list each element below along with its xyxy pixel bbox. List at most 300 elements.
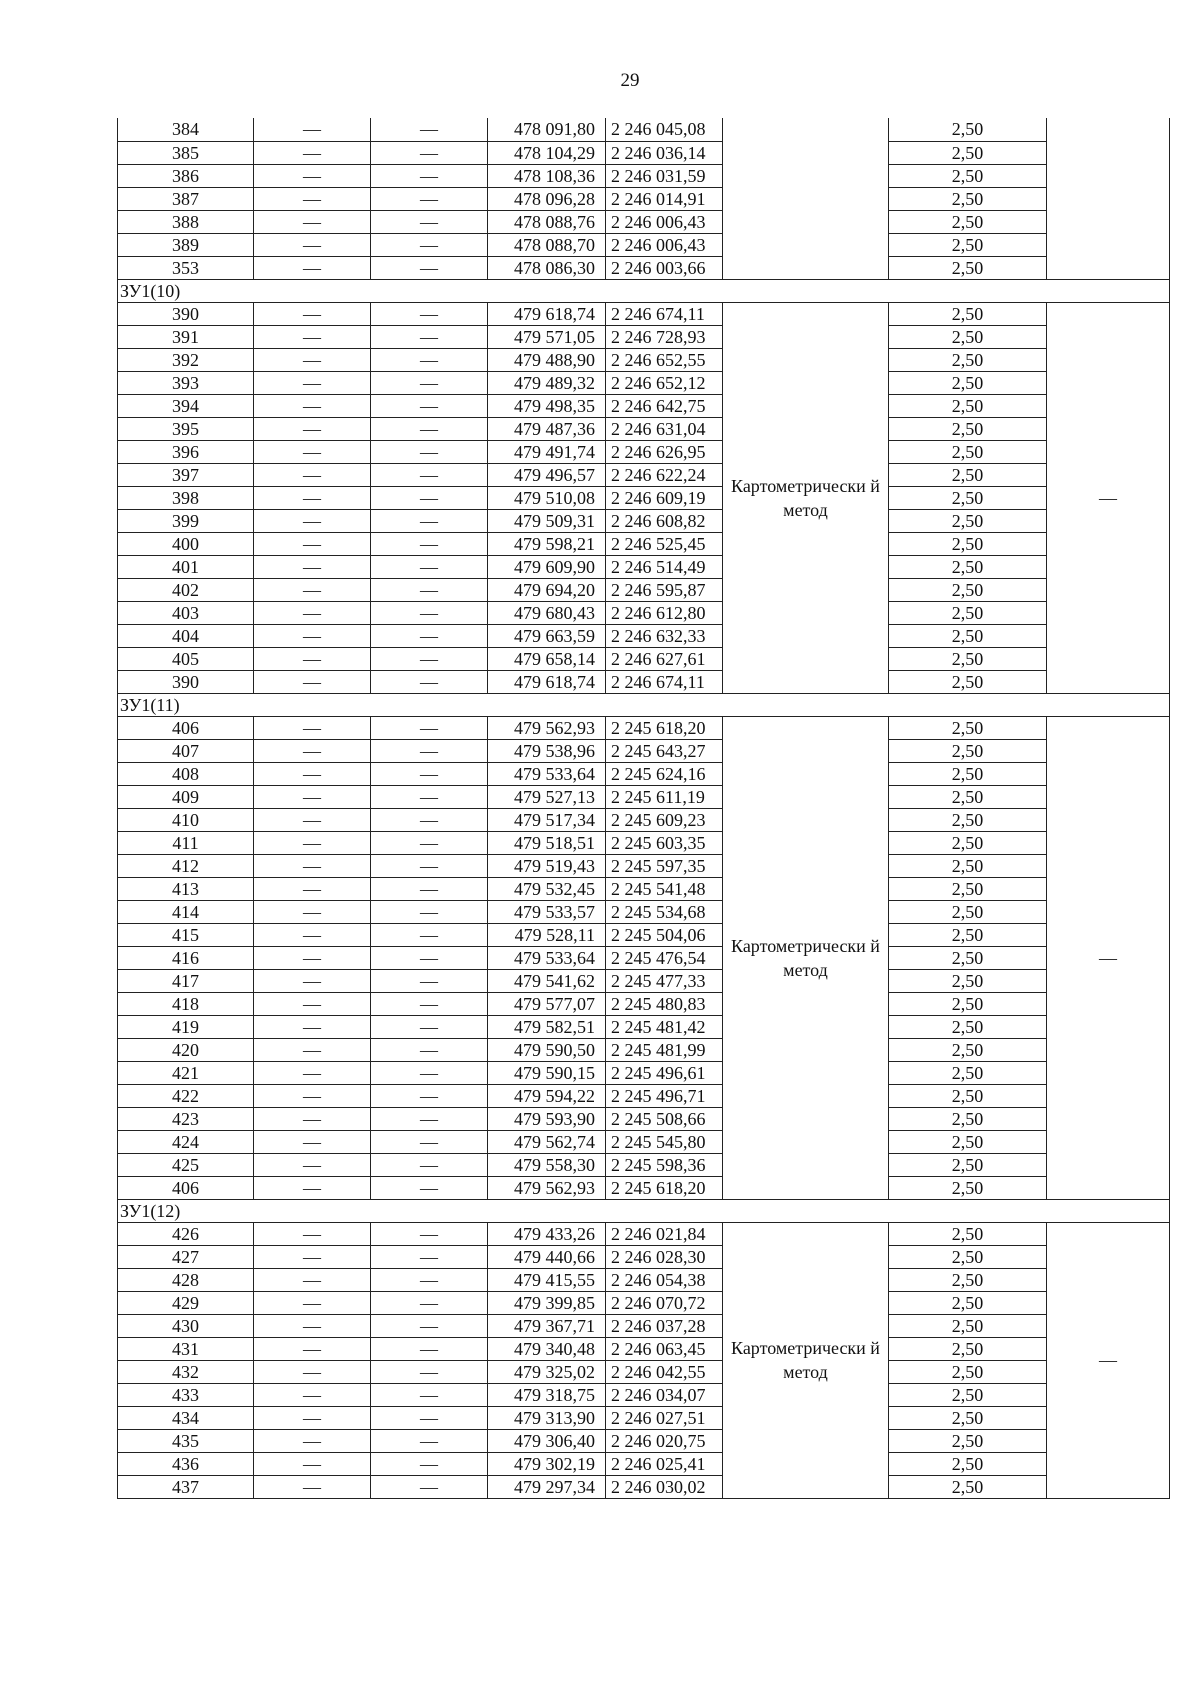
- point-number-cell: 436: [118, 1452, 254, 1475]
- point-number-cell: 417: [118, 969, 254, 992]
- table-row: [118, 1337, 1170, 1360]
- dash-cell: —: [371, 1429, 488, 1452]
- dash-cell: —: [371, 371, 488, 394]
- table-row: [118, 1291, 1170, 1314]
- dash-cell: —: [254, 1452, 371, 1475]
- table-row: [118, 1176, 1170, 1199]
- y-coordinate-cell: 2 246 034,07: [606, 1383, 723, 1406]
- table-row: [118, 647, 1170, 670]
- dash-cell: —: [371, 946, 488, 969]
- table-row: [118, 486, 1170, 509]
- point-number-cell: 425: [118, 1153, 254, 1176]
- dash-cell: —: [254, 877, 371, 900]
- dash-cell: —: [254, 624, 371, 647]
- dash-cell: —: [371, 1452, 488, 1475]
- y-coordinate-cell: 2 246 595,87: [606, 578, 723, 601]
- y-coordinate-cell: 2 245 618,20: [606, 716, 723, 739]
- dash-cell: —: [371, 118, 488, 141]
- y-coordinate-cell: 2 245 603,35: [606, 831, 723, 854]
- dash-cell: —: [254, 141, 371, 164]
- point-number-cell: 415: [118, 923, 254, 946]
- method-cell: [723, 118, 889, 279]
- point-number-cell: 407: [118, 739, 254, 762]
- x-coordinate-cell: 479 663,59: [488, 624, 606, 647]
- dash-cell: —: [254, 716, 371, 739]
- dash-cell: —: [254, 1038, 371, 1061]
- table-row: [118, 624, 1170, 647]
- dash-cell: —: [254, 325, 371, 348]
- table-row: [118, 1222, 1170, 1245]
- x-coordinate-cell: 478 096,28: [488, 187, 606, 210]
- table-row: [118, 1268, 1170, 1291]
- y-coordinate-cell: 2 245 504,06: [606, 923, 723, 946]
- accuracy-cell: 2,50: [889, 233, 1047, 256]
- accuracy-cell: 2,50: [889, 118, 1047, 141]
- accuracy-cell: 2,50: [889, 923, 1047, 946]
- dash-cell: —: [371, 1222, 488, 1245]
- y-coordinate-cell: 2 246 728,93: [606, 325, 723, 348]
- point-number-cell: 432: [118, 1360, 254, 1383]
- dash-cell: —: [371, 348, 488, 371]
- note-cell: —: [1047, 1222, 1170, 1498]
- table-row: [118, 394, 1170, 417]
- accuracy-cell: 2,50: [889, 1130, 1047, 1153]
- dash-cell: —: [371, 1383, 488, 1406]
- point-number-cell: 423: [118, 1107, 254, 1130]
- point-number-cell: 421: [118, 1061, 254, 1084]
- accuracy-cell: 2,50: [889, 1475, 1047, 1498]
- table-row: [118, 555, 1170, 578]
- accuracy-cell: 2,50: [889, 1061, 1047, 1084]
- table-row: [118, 969, 1170, 992]
- table-row: [118, 1015, 1170, 1038]
- accuracy-cell: 2,50: [889, 463, 1047, 486]
- accuracy-cell: 2,50: [889, 1429, 1047, 1452]
- dash-cell: —: [371, 187, 488, 210]
- dash-cell: —: [254, 601, 371, 624]
- y-coordinate-cell: 2 246 037,28: [606, 1314, 723, 1337]
- dash-cell: —: [254, 256, 371, 279]
- dash-cell: —: [254, 900, 371, 923]
- accuracy-cell: 2,50: [889, 1245, 1047, 1268]
- dash-cell: —: [371, 555, 488, 578]
- dash-cell: —: [371, 302, 488, 325]
- group-header-row: [118, 279, 1170, 302]
- note-cell: —: [1047, 302, 1170, 693]
- dash-cell: —: [371, 739, 488, 762]
- dash-cell: —: [371, 486, 488, 509]
- x-coordinate-cell: 479 415,55: [488, 1268, 606, 1291]
- dash-cell: —: [371, 808, 488, 831]
- point-number-cell: 389: [118, 233, 254, 256]
- y-coordinate-cell: 2 245 618,20: [606, 1176, 723, 1199]
- dash-cell: —: [371, 1360, 488, 1383]
- dash-cell: —: [254, 1291, 371, 1314]
- dash-cell: —: [254, 1222, 371, 1245]
- x-coordinate-cell: 478 086,30: [488, 256, 606, 279]
- table-row: [118, 1130, 1170, 1153]
- accuracy-cell: 2,50: [889, 210, 1047, 233]
- accuracy-cell: 2,50: [889, 371, 1047, 394]
- x-coordinate-cell: 479 528,11: [488, 923, 606, 946]
- accuracy-cell: 2,50: [889, 256, 1047, 279]
- dash-cell: —: [254, 1383, 371, 1406]
- table-row: [118, 1245, 1170, 1268]
- x-coordinate-cell: 479 533,64: [488, 946, 606, 969]
- dash-cell: —: [254, 164, 371, 187]
- accuracy-cell: 2,50: [889, 1038, 1047, 1061]
- dash-cell: —: [254, 118, 371, 141]
- dash-cell: —: [254, 417, 371, 440]
- point-number-cell: 406: [118, 1176, 254, 1199]
- dash-cell: —: [254, 1337, 371, 1360]
- y-coordinate-cell: 2 246 070,72: [606, 1291, 723, 1314]
- dash-cell: —: [371, 1406, 488, 1429]
- table-row: [118, 440, 1170, 463]
- table-row: [118, 1406, 1170, 1429]
- x-coordinate-cell: 479 399,85: [488, 1291, 606, 1314]
- accuracy-cell: 2,50: [889, 739, 1047, 762]
- dash-cell: —: [371, 647, 488, 670]
- dash-cell: —: [254, 1153, 371, 1176]
- point-number-cell: 353: [118, 256, 254, 279]
- dash-cell: —: [254, 1084, 371, 1107]
- x-coordinate-cell: 479 680,43: [488, 601, 606, 624]
- dash-cell: —: [371, 394, 488, 417]
- point-number-cell: 393: [118, 371, 254, 394]
- x-coordinate-cell: 479 538,96: [488, 739, 606, 762]
- dash-cell: —: [254, 187, 371, 210]
- point-number-cell: 424: [118, 1130, 254, 1153]
- x-coordinate-cell: 478 104,29: [488, 141, 606, 164]
- y-coordinate-cell: 2 246 652,55: [606, 348, 723, 371]
- table-row: [118, 348, 1170, 371]
- accuracy-cell: 2,50: [889, 1452, 1047, 1475]
- note-cell: [1047, 118, 1170, 279]
- table-row: [118, 1107, 1170, 1130]
- y-coordinate-cell: 2 246 031,59: [606, 164, 723, 187]
- table-row: [118, 1475, 1170, 1498]
- accuracy-cell: 2,50: [889, 1406, 1047, 1429]
- x-coordinate-cell: 479 694,20: [488, 578, 606, 601]
- dash-cell: —: [254, 1061, 371, 1084]
- dash-cell: —: [371, 1314, 488, 1337]
- dash-cell: —: [371, 141, 488, 164]
- x-coordinate-cell: 479 562,93: [488, 716, 606, 739]
- dash-cell: —: [371, 210, 488, 233]
- y-coordinate-cell: 2 246 021,84: [606, 1222, 723, 1245]
- accuracy-cell: 2,50: [889, 440, 1047, 463]
- y-coordinate-cell: 2 245 480,83: [606, 992, 723, 1015]
- point-number-cell: 429: [118, 1291, 254, 1314]
- dash-cell: —: [371, 762, 488, 785]
- table-row: [118, 1084, 1170, 1107]
- dash-cell: —: [371, 1038, 488, 1061]
- point-number-cell: 397: [118, 463, 254, 486]
- table-row: [118, 762, 1170, 785]
- table-row: [118, 371, 1170, 394]
- dash-cell: —: [254, 647, 371, 670]
- accuracy-cell: 2,50: [889, 670, 1047, 693]
- dash-cell: —: [371, 1268, 488, 1291]
- y-coordinate-cell: 2 245 534,68: [606, 900, 723, 923]
- dash-cell: —: [254, 854, 371, 877]
- accuracy-cell: 2,50: [889, 1360, 1047, 1383]
- x-coordinate-cell: 479 618,74: [488, 670, 606, 693]
- dash-cell: —: [254, 394, 371, 417]
- point-number-cell: 413: [118, 877, 254, 900]
- dash-cell: —: [254, 946, 371, 969]
- dash-cell: —: [371, 877, 488, 900]
- accuracy-cell: 2,50: [889, 808, 1047, 831]
- x-coordinate-cell: 479 340,48: [488, 1337, 606, 1360]
- point-number-cell: 391: [118, 325, 254, 348]
- y-coordinate-cell: 2 246 036,14: [606, 141, 723, 164]
- accuracy-cell: 2,50: [889, 1084, 1047, 1107]
- y-coordinate-cell: 2 246 622,24: [606, 463, 723, 486]
- x-coordinate-cell: 479 582,51: [488, 1015, 606, 1038]
- y-coordinate-cell: 2 246 020,75: [606, 1429, 723, 1452]
- accuracy-cell: 2,50: [889, 1107, 1047, 1130]
- y-coordinate-cell: 2 246 609,19: [606, 486, 723, 509]
- dash-cell: —: [254, 1406, 371, 1429]
- table-row: [118, 1452, 1170, 1475]
- dash-cell: —: [254, 463, 371, 486]
- table-row: [118, 233, 1170, 256]
- point-number-cell: 414: [118, 900, 254, 923]
- table-row: [118, 1061, 1170, 1084]
- accuracy-cell: 2,50: [889, 394, 1047, 417]
- table-row: [118, 1360, 1170, 1383]
- dash-cell: —: [254, 831, 371, 854]
- dash-cell: —: [371, 463, 488, 486]
- group-name-cell: ЗУ1(11): [118, 693, 1170, 716]
- accuracy-cell: 2,50: [889, 716, 1047, 739]
- accuracy-cell: 2,50: [889, 601, 1047, 624]
- point-number-cell: 410: [118, 808, 254, 831]
- accuracy-cell: 2,50: [889, 187, 1047, 210]
- dash-cell: —: [254, 486, 371, 509]
- dash-cell: —: [254, 1130, 371, 1153]
- accuracy-cell: 2,50: [889, 624, 1047, 647]
- x-coordinate-cell: 479 509,31: [488, 509, 606, 532]
- y-coordinate-cell: 2 246 525,45: [606, 532, 723, 555]
- dash-cell: —: [254, 785, 371, 808]
- x-coordinate-cell: 479 491,74: [488, 440, 606, 463]
- y-coordinate-cell: 2 246 642,75: [606, 394, 723, 417]
- accuracy-cell: 2,50: [889, 1337, 1047, 1360]
- point-number-cell: 402: [118, 578, 254, 601]
- point-number-cell: 411: [118, 831, 254, 854]
- x-coordinate-cell: 479 306,40: [488, 1429, 606, 1452]
- table-row: [118, 923, 1170, 946]
- dash-cell: —: [254, 1360, 371, 1383]
- x-coordinate-cell: 479 609,90: [488, 555, 606, 578]
- method-cell: Картометрически й метод: [723, 302, 889, 693]
- dash-cell: —: [254, 440, 371, 463]
- dash-cell: —: [254, 1015, 371, 1038]
- dash-cell: —: [254, 808, 371, 831]
- dash-cell: —: [371, 256, 488, 279]
- dash-cell: —: [371, 854, 488, 877]
- point-number-cell: 385: [118, 141, 254, 164]
- table-row: [118, 256, 1170, 279]
- x-coordinate-cell: 479 297,34: [488, 1475, 606, 1498]
- table-row: [118, 601, 1170, 624]
- accuracy-cell: 2,50: [889, 509, 1047, 532]
- accuracy-cell: 2,50: [889, 325, 1047, 348]
- x-coordinate-cell: 479 618,74: [488, 302, 606, 325]
- dash-cell: —: [371, 325, 488, 348]
- dash-cell: —: [254, 992, 371, 1015]
- accuracy-cell: 2,50: [889, 992, 1047, 1015]
- point-number-cell: 384: [118, 118, 254, 141]
- dash-cell: —: [371, 624, 488, 647]
- accuracy-cell: 2,50: [889, 486, 1047, 509]
- table-row: [118, 417, 1170, 440]
- accuracy-cell: 2,50: [889, 1015, 1047, 1038]
- point-number-cell: 427: [118, 1245, 254, 1268]
- table-row: [118, 900, 1170, 923]
- x-coordinate-cell: 479 367,71: [488, 1314, 606, 1337]
- point-number-cell: 400: [118, 532, 254, 555]
- point-number-cell: 419: [118, 1015, 254, 1038]
- y-coordinate-cell: 2 246 030,02: [606, 1475, 723, 1498]
- x-coordinate-cell: 479 510,08: [488, 486, 606, 509]
- dash-cell: —: [254, 555, 371, 578]
- table-row: [118, 1429, 1170, 1452]
- dash-cell: —: [371, 900, 488, 923]
- x-coordinate-cell: 479 590,50: [488, 1038, 606, 1061]
- x-coordinate-cell: 479 541,62: [488, 969, 606, 992]
- y-coordinate-cell: 2 246 626,95: [606, 440, 723, 463]
- accuracy-cell: 2,50: [889, 578, 1047, 601]
- dash-cell: —: [254, 1176, 371, 1199]
- x-coordinate-cell: 478 108,36: [488, 164, 606, 187]
- y-coordinate-cell: 2 245 598,36: [606, 1153, 723, 1176]
- accuracy-cell: 2,50: [889, 348, 1047, 371]
- y-coordinate-cell: 2 246 054,38: [606, 1268, 723, 1291]
- y-coordinate-cell: 2 245 643,27: [606, 739, 723, 762]
- point-number-cell: 388: [118, 210, 254, 233]
- group-header-row: [118, 693, 1170, 716]
- table-row: [118, 877, 1170, 900]
- accuracy-cell: 2,50: [889, 1176, 1047, 1199]
- dash-cell: —: [254, 509, 371, 532]
- point-number-cell: 433: [118, 1383, 254, 1406]
- dash-cell: —: [371, 969, 488, 992]
- x-coordinate-cell: 479 318,75: [488, 1383, 606, 1406]
- dash-cell: —: [371, 417, 488, 440]
- table-row: [118, 325, 1170, 348]
- coordinates-table-body: [118, 118, 1170, 1498]
- dash-cell: —: [254, 578, 371, 601]
- x-coordinate-cell: 479 562,93: [488, 1176, 606, 1199]
- note-cell: —: [1047, 716, 1170, 1199]
- dash-cell: —: [371, 532, 488, 555]
- point-number-cell: 405: [118, 647, 254, 670]
- x-coordinate-cell: 479 498,35: [488, 394, 606, 417]
- point-number-cell: 428: [118, 1268, 254, 1291]
- dash-cell: —: [254, 969, 371, 992]
- y-coordinate-cell: 2 246 042,55: [606, 1360, 723, 1383]
- method-cell: Картометрически й метод: [723, 716, 889, 1199]
- point-number-cell: 392: [118, 348, 254, 371]
- accuracy-cell: 2,50: [889, 532, 1047, 555]
- dash-cell: —: [254, 210, 371, 233]
- dash-cell: —: [371, 1130, 488, 1153]
- table-row: [118, 509, 1170, 532]
- x-coordinate-cell: 479 519,43: [488, 854, 606, 877]
- point-number-cell: 390: [118, 302, 254, 325]
- table-row: [118, 992, 1170, 1015]
- table-row: [118, 946, 1170, 969]
- dash-cell: —: [371, 1153, 488, 1176]
- dash-cell: —: [371, 831, 488, 854]
- accuracy-cell: 2,50: [889, 762, 1047, 785]
- dash-cell: —: [254, 302, 371, 325]
- y-coordinate-cell: 2 246 674,11: [606, 670, 723, 693]
- dash-cell: —: [254, 1314, 371, 1337]
- y-coordinate-cell: 2 246 027,51: [606, 1406, 723, 1429]
- dash-cell: —: [371, 233, 488, 256]
- dash-cell: —: [371, 1061, 488, 1084]
- y-coordinate-cell: 2 245 496,61: [606, 1061, 723, 1084]
- table-row: [118, 164, 1170, 187]
- y-coordinate-cell: 2 245 481,42: [606, 1015, 723, 1038]
- y-coordinate-cell: 2 246 025,41: [606, 1452, 723, 1475]
- table-row: [118, 808, 1170, 831]
- point-number-cell: 435: [118, 1429, 254, 1452]
- x-coordinate-cell: 479 577,07: [488, 992, 606, 1015]
- x-coordinate-cell: 479 533,64: [488, 762, 606, 785]
- accuracy-cell: 2,50: [889, 1222, 1047, 1245]
- y-coordinate-cell: 2 246 063,45: [606, 1337, 723, 1360]
- y-coordinate-cell: 2 245 476,54: [606, 946, 723, 969]
- dash-cell: —: [254, 923, 371, 946]
- point-number-cell: 394: [118, 394, 254, 417]
- accuracy-cell: 2,50: [889, 831, 1047, 854]
- point-number-cell: 412: [118, 854, 254, 877]
- accuracy-cell: 2,50: [889, 417, 1047, 440]
- x-coordinate-cell: 479 313,90: [488, 1406, 606, 1429]
- y-coordinate-cell: 2 246 028,30: [606, 1245, 723, 1268]
- accuracy-cell: 2,50: [889, 785, 1047, 808]
- x-coordinate-cell: 479 593,90: [488, 1107, 606, 1130]
- dash-cell: —: [254, 762, 371, 785]
- point-number-cell: 395: [118, 417, 254, 440]
- y-coordinate-cell: 2 246 014,91: [606, 187, 723, 210]
- accuracy-cell: 2,50: [889, 1268, 1047, 1291]
- x-coordinate-cell: 479 532,45: [488, 877, 606, 900]
- x-coordinate-cell: 479 558,30: [488, 1153, 606, 1176]
- y-coordinate-cell: 2 245 481,99: [606, 1038, 723, 1061]
- y-coordinate-cell: 2 246 612,80: [606, 601, 723, 624]
- point-number-cell: 396: [118, 440, 254, 463]
- point-number-cell: 422: [118, 1084, 254, 1107]
- point-number-cell: 434: [118, 1406, 254, 1429]
- table-row: [118, 118, 1170, 141]
- point-number-cell: 409: [118, 785, 254, 808]
- dash-cell: —: [371, 440, 488, 463]
- y-coordinate-cell: 2 246 632,33: [606, 624, 723, 647]
- x-coordinate-cell: 479 433,26: [488, 1222, 606, 1245]
- x-coordinate-cell: 479 488,90: [488, 348, 606, 371]
- accuracy-cell: 2,50: [889, 164, 1047, 187]
- x-coordinate-cell: 479 325,02: [488, 1360, 606, 1383]
- table-row: [118, 578, 1170, 601]
- y-coordinate-cell: 2 246 006,43: [606, 210, 723, 233]
